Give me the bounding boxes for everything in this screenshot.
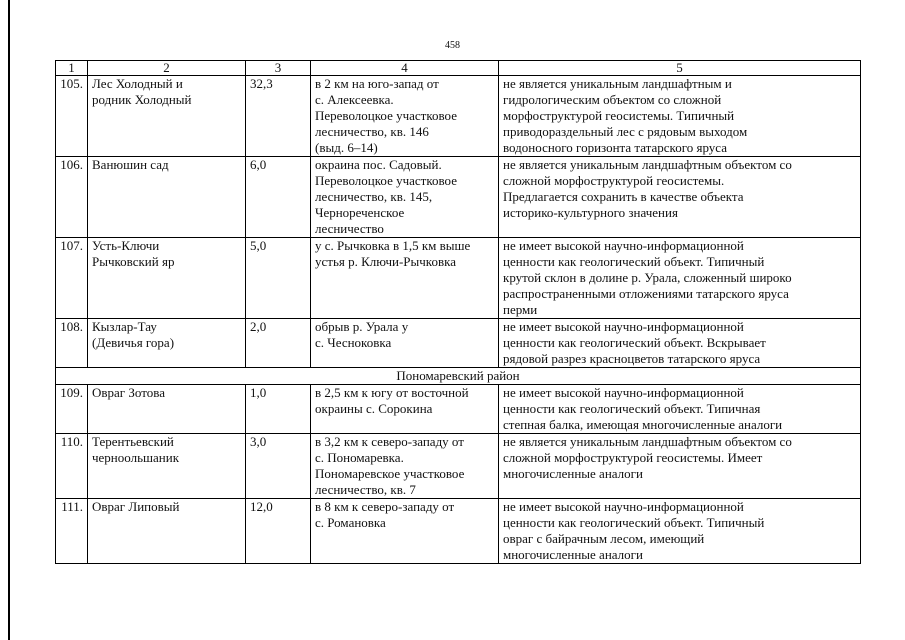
table-row xyxy=(56,434,861,499)
location-line: в 3,2 км к северо-западу от xyxy=(315,434,464,449)
location-line: Чернореченское xyxy=(315,205,405,220)
object-name xyxy=(88,385,246,434)
object-name-line: Овраг Липовый xyxy=(92,499,180,514)
area-value: 1,0 xyxy=(246,385,311,434)
location-line: у с. Рычковка в 1,5 км выше xyxy=(315,238,471,253)
reason-line: не имеет высокой научно-информационной xyxy=(503,499,744,514)
column-header: 1 xyxy=(56,61,88,76)
reason-line: ценности как геологический объект. Типичный xyxy=(503,515,765,530)
location xyxy=(311,319,499,368)
column-header: 4 xyxy=(311,61,499,76)
location-line: с. Чесноковка xyxy=(315,335,392,350)
reason-line: историко-культурного значения xyxy=(503,205,678,220)
row-number: 111. xyxy=(56,499,88,564)
location xyxy=(311,76,499,157)
object-name xyxy=(88,157,246,238)
area-value: 6,0 xyxy=(246,157,311,238)
location-line: лесничество, кв. 146 xyxy=(315,124,429,139)
row-number: 106. xyxy=(56,157,88,238)
location xyxy=(311,434,499,499)
area-value: 3,0 xyxy=(246,434,311,499)
area-value: 12,0 xyxy=(246,499,311,564)
object-name-line: Кызлар-Тау xyxy=(92,319,157,334)
location-line: Переволоцкое участковое xyxy=(315,108,457,123)
table-row xyxy=(56,319,861,368)
reason-line: многочисленные аналоги xyxy=(503,466,643,481)
object-name-line: Рычковский яр xyxy=(92,254,175,269)
reason-line: степная балка, имеющая многочисленные аналоги xyxy=(503,417,783,432)
reason xyxy=(499,238,861,319)
reason-line: гидрологическим объектом со сложной xyxy=(503,92,722,107)
reason-line: многочисленные аналоги xyxy=(503,547,643,562)
object-name-line: Усть-Ключи xyxy=(92,238,160,253)
table-row xyxy=(56,76,861,157)
reason-line: сложной морфоструктурой геосистемы. xyxy=(503,173,725,188)
row-number: 109. xyxy=(56,385,88,434)
object-name-line: Ванюшин сад xyxy=(92,157,169,172)
reason-line: не имеет высокой научно-информационной xyxy=(503,319,744,334)
location-line: Пономаревское участковое xyxy=(315,466,465,481)
object-name xyxy=(88,319,246,368)
object-name-line: (Девичья гора) xyxy=(92,335,175,350)
table-row xyxy=(56,385,861,434)
reason-line: водоносного горизонта татарского яруса xyxy=(503,140,727,155)
object-name-line: Терентьевский xyxy=(92,434,174,449)
location-line: лесничество, кв. 7 xyxy=(315,482,416,497)
reason-line: не является уникальным ландшафтным объектом со xyxy=(503,434,792,449)
location-line: в 8 км к северо-западу от xyxy=(315,499,455,514)
reason-line: приводораздельный лес с рядовым выходом xyxy=(503,124,748,139)
reason-line: не является уникальным ландшафтным и xyxy=(503,76,732,91)
column-header: 5 xyxy=(499,61,861,76)
row-number: 105. xyxy=(56,76,88,157)
location-line: лесничество xyxy=(315,221,384,236)
reason-line: крутой склон в долине р. Урала, сложенный широко xyxy=(503,270,792,285)
reason-line: распространенными отложениями татарского яруса xyxy=(503,286,789,301)
object-name xyxy=(88,434,246,499)
table-row xyxy=(56,238,861,319)
location-line: лесничество, кв. 145, xyxy=(315,189,433,204)
reason xyxy=(499,434,861,499)
object-name-line: Овраг Зотова xyxy=(92,385,165,400)
reason-line: Предлагается сохранить в качестве объекта xyxy=(503,189,744,204)
reason xyxy=(499,157,861,238)
reason-line: не имеет высокой научно-информационной xyxy=(503,238,744,253)
region-title: Пономаревский район xyxy=(56,368,861,385)
reason xyxy=(499,319,861,368)
row-number: 107. xyxy=(56,238,88,319)
object-name-line: Лес Холодный и xyxy=(92,76,183,91)
object-name xyxy=(88,76,246,157)
row-number: 108. xyxy=(56,319,88,368)
reason-line: ценности как геологический объект. Типичный xyxy=(503,254,765,269)
table-row xyxy=(56,157,861,238)
location xyxy=(311,157,499,238)
area-value: 2,0 xyxy=(246,319,311,368)
table-body xyxy=(56,76,861,564)
object-name-line: черноольшаник xyxy=(92,450,180,465)
location-line: в 2 км на юго-запад от xyxy=(315,76,439,91)
reason-line: ценности как геологический объект. Вскрывает xyxy=(503,335,766,350)
area-value: 5,0 xyxy=(246,238,311,319)
reason-line: не является уникальным ландшафтным объектом со xyxy=(503,157,792,172)
left-margin-rule xyxy=(8,0,10,640)
row-number: 110. xyxy=(56,434,88,499)
page-number: 458 xyxy=(445,40,460,51)
reason xyxy=(499,499,861,564)
area-value: 32,3 xyxy=(246,76,311,157)
reason-line: сложной морфоструктурой геосистемы. Имеет xyxy=(503,450,763,465)
location-line: с. Романовка xyxy=(315,515,386,530)
location-line: с. Алексеевка. xyxy=(315,92,394,107)
location-line: в 2,5 км к югу от восточной xyxy=(315,385,469,400)
reason-line: перми xyxy=(503,302,538,317)
reason-line: овраг с байрачным лесом, имеющий xyxy=(503,531,705,546)
column-header: 2 xyxy=(88,61,246,76)
reason-line: рядовой разрез красноцветов татарского яруса xyxy=(503,351,761,366)
object-name xyxy=(88,499,246,564)
location-line: окраина пос. Садовый. xyxy=(315,157,442,172)
table-row xyxy=(56,499,861,564)
location xyxy=(311,385,499,434)
location-line: обрыв р. Урала у xyxy=(315,319,409,334)
location xyxy=(311,238,499,319)
reason-line: морфоструктурой геосистемы. Типичный xyxy=(503,108,735,123)
reason xyxy=(499,385,861,434)
location xyxy=(311,499,499,564)
location-line: устья р. Ключи-Рычковка xyxy=(315,254,456,269)
reason-line: ценности как геологический объект. Типичная xyxy=(503,401,761,416)
location-line: Переволоцкое участковое xyxy=(315,173,457,188)
object-name xyxy=(88,238,246,319)
reason xyxy=(499,76,861,157)
location-line: (выд. 6–14) xyxy=(315,140,378,155)
region-row xyxy=(56,368,861,385)
location-line: с. Пономаревка. xyxy=(315,450,404,465)
column-header: 3 xyxy=(246,61,311,76)
reserves-table xyxy=(55,60,861,564)
location-line: окраины с. Сорокина xyxy=(315,401,433,416)
reason-line: не имеет высокой научно-информационной xyxy=(503,385,744,400)
header-row xyxy=(56,61,861,76)
object-name-line: родник Холодный xyxy=(92,92,192,107)
